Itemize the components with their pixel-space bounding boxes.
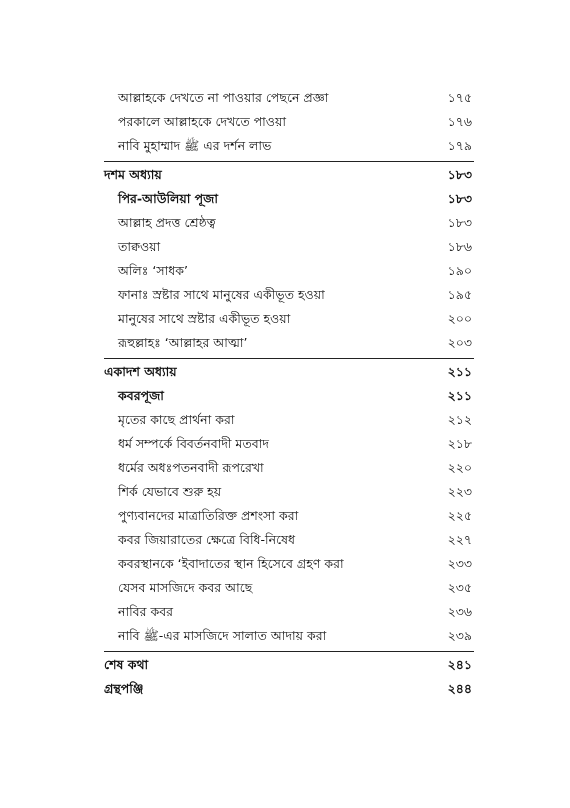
chapter-heading[interactable]	[0, 361, 570, 385]
toc-entry-title: পুণ্যবানদের মাত্রাতিরিক্ত প্রশংসা করা	[118, 508, 299, 523]
toc-entry[interactable]	[0, 308, 570, 332]
toc-entry-title: নাবির কবর	[118, 604, 174, 619]
toc-entry[interactable]	[0, 409, 570, 433]
toc-entry[interactable]	[0, 260, 570, 284]
toc-entry[interactable]	[0, 284, 570, 308]
section-divider	[104, 358, 474, 359]
chapter-page: ২৪১	[447, 657, 472, 672]
toc-entry[interactable]	[0, 529, 570, 553]
section-heading[interactable]	[0, 385, 570, 409]
toc-entry-title: রূহুল্লাহঃ ‘আল্লাহর আত্মা’	[118, 335, 248, 350]
toc-entry[interactable]	[0, 481, 570, 505]
toc-entry-page: ২৩৩	[447, 556, 472, 571]
toc-entry-page: ২৩৫	[447, 580, 472, 595]
section-title: কবরপূজা	[118, 388, 164, 403]
toc-entry[interactable]	[0, 433, 570, 457]
section-page: ২১১	[447, 388, 472, 403]
chapter-heading[interactable]	[0, 164, 570, 188]
toc-entry-page: ২২০	[447, 460, 472, 475]
toc-entry[interactable]	[0, 87, 570, 111]
section-divider	[104, 161, 474, 162]
toc-entry-title: অলিঃ ‘সাধক’	[118, 263, 188, 278]
toc-entry-title: আল্লাহ প্রদত্ত শ্রেষ্ঠত্ব	[118, 215, 216, 230]
section-divider	[104, 651, 474, 652]
toc-entry-title: মানুষের সাথে স্রষ্টার একীভূত হওয়া	[118, 311, 291, 326]
toc-entry-page: ১৮৩	[447, 215, 472, 230]
chapter-page: ২১১	[447, 364, 472, 379]
toc-entry[interactable]	[0, 625, 570, 649]
toc-entry-page: ১৮৬	[447, 239, 472, 254]
toc-entry-title: শির্ক যেভাবে শুরু হয়	[118, 484, 222, 499]
toc-entry[interactable]	[0, 212, 570, 236]
toc-entry[interactable]	[0, 457, 570, 481]
toc-entry[interactable]	[0, 553, 570, 577]
toc-entry-page: ২২৭	[447, 532, 472, 547]
toc-entry[interactable]	[0, 577, 570, 601]
toc-entry[interactable]	[0, 236, 570, 260]
toc-entry-title: কবর জিয়ারাতের ক্ষেত্রে বিধি-নিষেধ	[118, 532, 296, 547]
chapter-title: গ্রন্থপঞ্জি	[104, 681, 144, 696]
toc-entry-title: তাক্বওয়া	[118, 239, 161, 254]
chapter-title: দশম অধ্যায়	[104, 167, 162, 182]
toc-entry-title: মৃতের কাছে প্রার্থনা করা	[118, 412, 235, 427]
toc-entry-title: ধর্মের অধঃপতনবাদী রূপরেখা	[118, 460, 264, 475]
chapter-page: ২৪৪	[447, 681, 472, 696]
toc-entry-title: ফানাঃ স্রষ্টার সাথে মানুষের একীভূত হওয়া	[118, 287, 325, 302]
chapter-title: একাদশ অধ্যায়	[104, 364, 177, 379]
toc-entry-page: ২৩৬	[447, 604, 472, 619]
toc-entry-title: পরকালে আল্লাহকে দেখতে পাওয়া	[118, 114, 286, 129]
toc-entry-page: ১৯৫	[447, 287, 472, 302]
chapter-page: ১৮৩	[447, 167, 472, 182]
toc-entry-page: ২২৫	[447, 508, 472, 523]
toc-entry-title: যেসব মাসজিদে কবর আছে	[118, 580, 253, 595]
chapter-heading[interactable]	[0, 654, 570, 678]
toc-entry-title: আল্লাহকে দেখতে না পাওয়ার পেছনে প্রজ্ঞা	[118, 90, 329, 105]
toc-entry-title: ধর্ম সম্পর্কে বিবর্তনবাদী মতবাদ	[118, 436, 269, 451]
toc-entry-page: ১৭৬	[447, 114, 472, 129]
section-title: পির-আউলিয়া পূজা	[118, 191, 218, 206]
toc-entry-page: ২১৮	[447, 436, 472, 451]
toc-entry-page: ২৩৯	[447, 628, 472, 643]
toc-entry[interactable]	[0, 111, 570, 135]
toc-entry-page: ২০৩	[447, 335, 472, 350]
toc-entry-page: ১৭৯	[447, 138, 472, 153]
toc-entry[interactable]	[0, 135, 570, 159]
section-page: ১৮৩	[447, 191, 472, 206]
toc-entry-title: নাবি ﷺ-এর মাসজিদে সালাত আদায় করা	[118, 628, 327, 643]
toc-entry-page: ২১২	[447, 412, 472, 427]
toc-entry[interactable]	[0, 505, 570, 529]
toc-entry-page: ১৯০	[447, 263, 472, 278]
toc-entry[interactable]	[0, 332, 570, 356]
chapter-heading[interactable]	[0, 678, 570, 702]
section-heading[interactable]	[0, 188, 570, 212]
toc-entry-title: কবরস্থানকে ‘ইবাদাতের স্থান হিসেবে গ্রহণ করা	[118, 556, 344, 571]
toc-entry-page: ১৭৫	[447, 90, 472, 105]
toc-entry-title: নাবি মুহাম্মাদ ﷺ এর দর্শন লাভ	[118, 138, 272, 153]
chapter-title: শেষ কথা	[104, 657, 149, 672]
toc-entry-page: ২০০	[447, 311, 472, 326]
toc-entry-page: ২২৩	[447, 484, 472, 499]
toc-entry[interactable]	[0, 601, 570, 625]
